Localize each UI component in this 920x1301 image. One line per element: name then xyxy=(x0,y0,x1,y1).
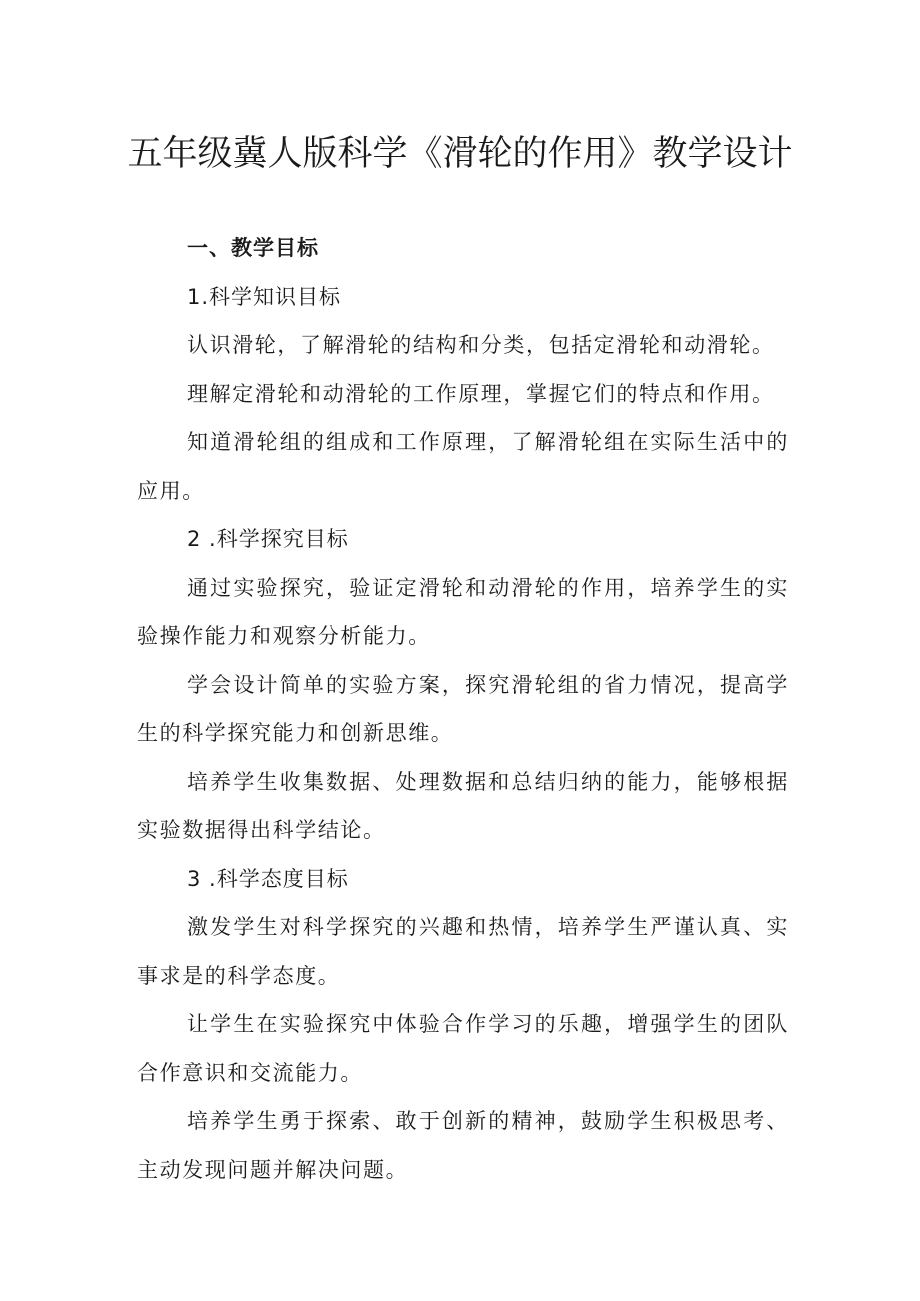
document-body xyxy=(137,224,789,1194)
section-heading: 一、教学目标 xyxy=(187,236,319,260)
paragraph: 认识滑轮，了解滑轮的结构和分类，包括定滑轮和动滑轮。 xyxy=(187,333,775,357)
paragraph: 让学生在实验探究中体验合作学习的乐趣，增强学生的团队合作意识和交流能力。 xyxy=(137,1012,789,1085)
document-title: 五年级冀人版科学《滑轮的作用》教学设计 xyxy=(127,134,793,174)
paragraph: 理解定滑轮和动滑轮的工作原理，掌握它们的特点和作用。 xyxy=(187,381,775,406)
paragraph: 培养学生勇于探索、敢于创新的精神，鼓励学生积极思考、主动发现问题并解决问题。 xyxy=(137,1109,789,1182)
paragraph: 激发学生对科学探究的兴趣和热情，培养学生严谨认真、实事求是的科学态度。 xyxy=(137,915,789,988)
subsection-heading: 3 .科学态度目标 xyxy=(187,866,349,891)
paragraph: 培养学生收集数据、处理数据和总结归纳的能力，能够根据实验数据得出科学结论。 xyxy=(137,769,789,842)
paragraph: 学会设计简单的实验方案，探究滑轮组的省力情况，提高学生的科学探究能力和创新思维。 xyxy=(137,672,789,745)
subsection-heading: 2 .科学探究目标 xyxy=(187,527,349,551)
paragraph: 知道滑轮组的组成和工作原理，了解滑轮组在实际生活中的应用。 xyxy=(137,430,789,503)
paragraph: 通过实验探究，验证定滑轮和动滑轮的作用，培养学生的实验操作能力和观察分析能力。 xyxy=(137,575,789,648)
subsection-heading: 1.科学知识目标 xyxy=(187,284,342,309)
